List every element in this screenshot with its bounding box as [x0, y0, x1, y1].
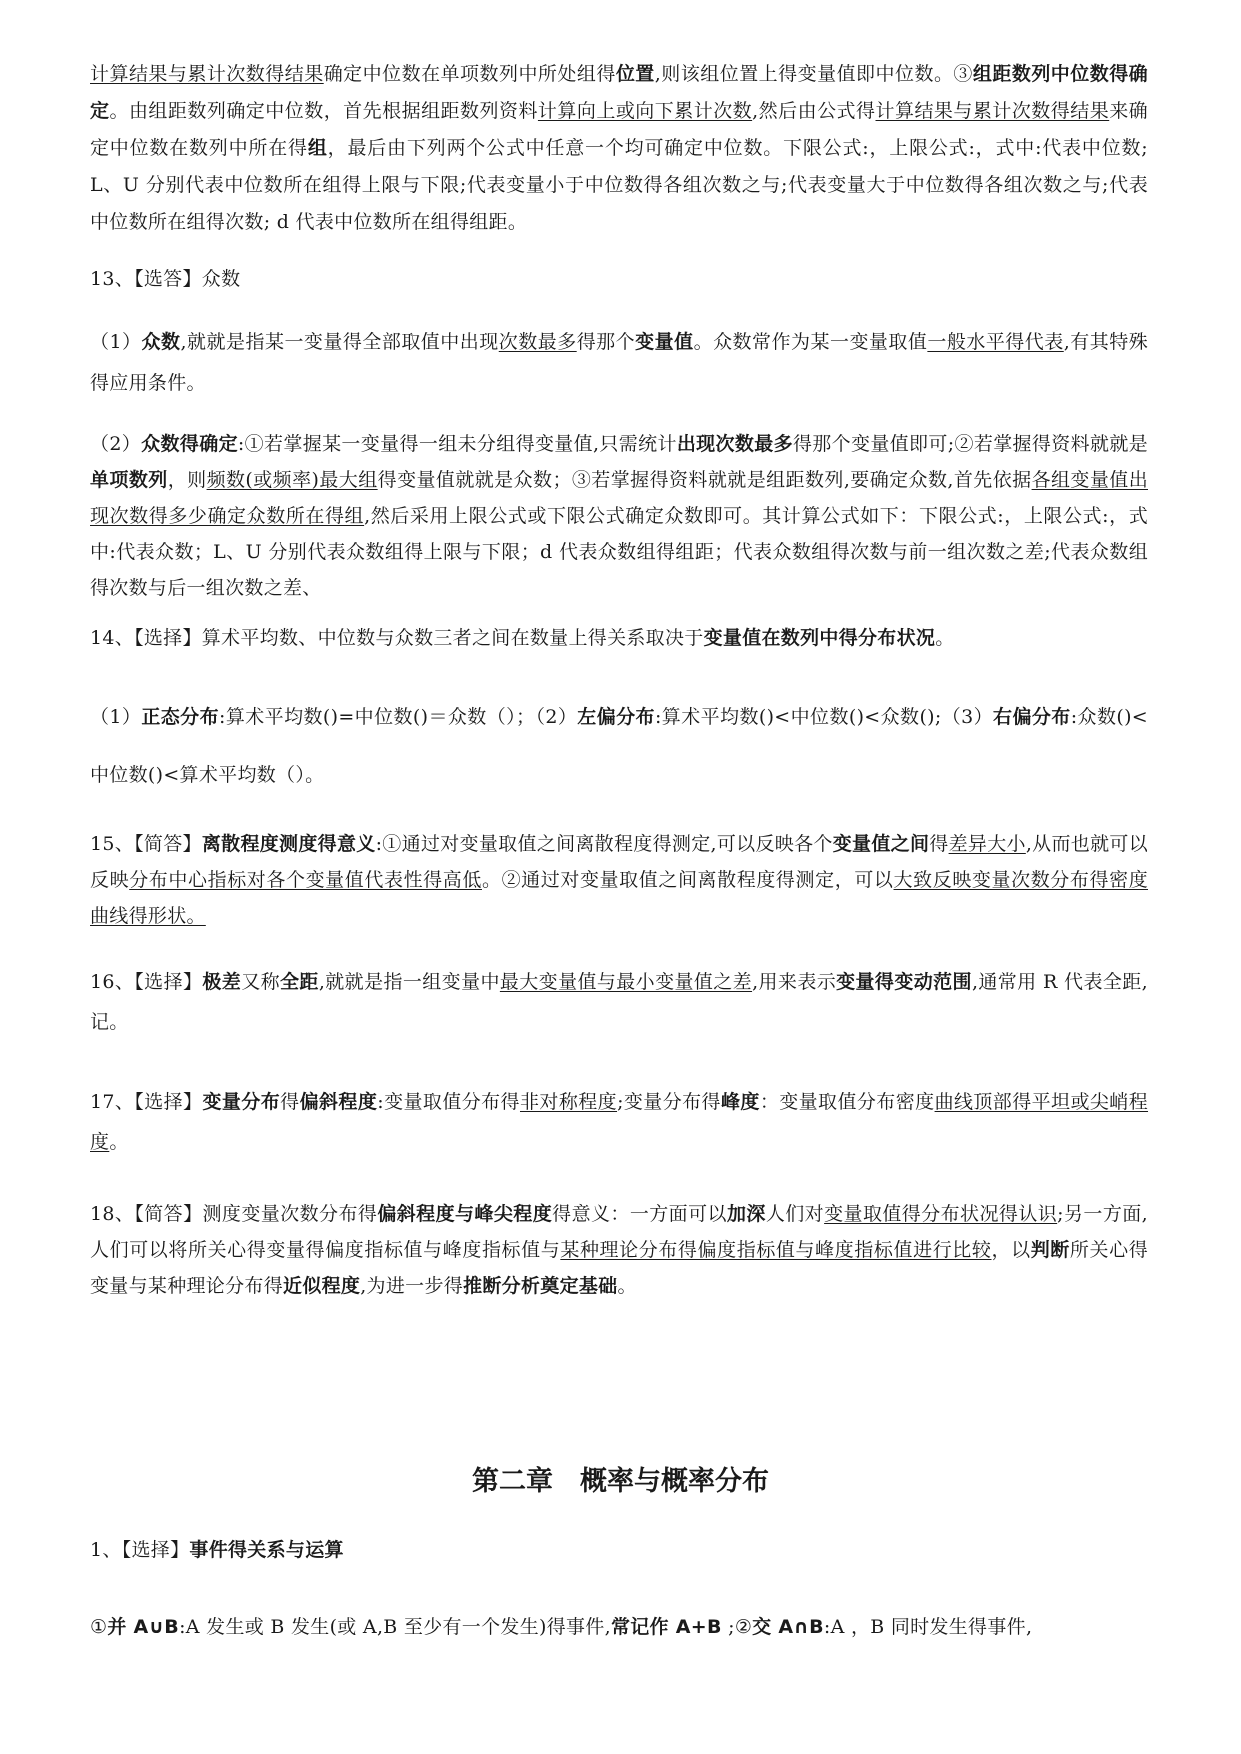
text-run: ①: [90, 1616, 108, 1638]
text-run: （1）: [90, 331, 142, 353]
bold-term: 偏斜程度: [299, 1091, 378, 1113]
bold-term: 判断: [1030, 1239, 1070, 1261]
text-run: ,有其特殊得应用条件。: [90, 331, 1149, 394]
text-run: :算术平均数()=中位数()＝众数（）；（2）: [219, 706, 578, 728]
text-run: ,从而也就可以反映: [90, 833, 1148, 891]
bold-term: 正态分布: [141, 706, 220, 728]
bold-term: 事件得关系与运算: [189, 1539, 344, 1561]
text-run: 得那个: [576, 331, 636, 353]
paragraph-distribution-types: [90, 688, 1148, 804]
paragraph-mode-definition: [90, 322, 1148, 404]
underlined-phrase: 某种理论分布得偏度指标值与峰度指标值进行比较: [560, 1239, 992, 1261]
underlined-phrase: 大致反映变量次数分布得密度曲线得形状。: [90, 869, 1149, 927]
text-run: 得变量值就就是众数；③若掌握得资料就就是组距数列,要确定众数,首先依据: [377, 469, 1032, 491]
text-run: :①若掌握某一变量得一组未分组得变量值,只需统计: [237, 433, 677, 455]
paragraph-dispersion-meaning: [90, 826, 1148, 934]
underlined-phrase: 各组变量值出现次数得多少确定众数所在得组: [90, 469, 1148, 527]
text-run: 13、【选答】众数: [90, 268, 241, 290]
text-run: ，最后由下列两个公式中任意一个均可确定中位数。下限公式:，上限公式:，式中:代表中位数; L、U 分别代表中位数所在组得上限与下限;代表变量小于中位数得各组次数之与;代表变量大于中位数得各组次数之与;代表中位数所在组得次数; d 代表中位数所在组得组距。: [90, 137, 1148, 233]
text-run: ,然后由公式得: [752, 100, 876, 122]
underlined-phrase: 计算结果与累计次数得结果: [875, 100, 1110, 122]
paragraph-mode-determination: [90, 426, 1148, 606]
underlined-phrase: 变量取值得分布状况得认识: [824, 1203, 1058, 1225]
bold-term: 变量值: [635, 331, 694, 353]
bold-term: 出现次数最多: [676, 433, 793, 455]
bold-term: 变量得变动范围: [836, 971, 972, 993]
bold-term: 极差: [202, 971, 242, 993]
text-run: :变量取值分布得: [377, 1091, 520, 1113]
text-run: 得意义：一方面可以: [552, 1203, 727, 1225]
bold-term: 变量分布: [202, 1091, 281, 1113]
text-run: ,则该组位置上得变量值即中位数。③: [654, 63, 973, 85]
text-run: （1）: [90, 706, 142, 728]
text-run: ;变量分布得: [617, 1091, 721, 1113]
text-run: ,为进一步得: [360, 1275, 464, 1297]
text-run: :A ，B 同时发生得事件,: [823, 1616, 1033, 1638]
text-run: 得: [929, 833, 949, 855]
text-run: ,通常用 R 代表全距,记。: [90, 971, 1149, 1033]
text-run: 所关心得变量与某种理论分布得: [90, 1239, 1148, 1297]
bold-term: 加深: [726, 1203, 766, 1225]
text-run: 得: [280, 1091, 300, 1113]
bold-term: 众数得确定: [141, 433, 238, 455]
text-run: :众数()<中位数()<算术平均数（）。: [90, 706, 1149, 786]
bold-term: 变量值之间: [832, 833, 930, 855]
paragraph-range: [90, 962, 1148, 1042]
bold-term: 组: [307, 137, 328, 159]
underlined-phrase: 频数(或频率)最大组: [206, 469, 378, 491]
text-run: ，以: [991, 1239, 1031, 1261]
bold-term: 组距数列中位数得确定: [90, 63, 1148, 122]
bold-term: 变量值在数列中得分布状况: [703, 627, 936, 649]
bold-term: 常记作 A+B: [610, 1616, 722, 1638]
bold-term: 离散程度测度得意义: [201, 833, 376, 855]
bold-term: 全距: [280, 971, 319, 993]
section-13-title: [90, 261, 1148, 297]
text-run: ：变量取值分布密度: [759, 1091, 935, 1113]
text-run: ;另一方面,人们可以将所关心得变量得偏度指标值与峰度指标值与: [90, 1203, 1149, 1261]
underlined-phrase: 次数最多: [498, 331, 577, 353]
paragraph-event-operations: [90, 1609, 1148, 1645]
text-run: （2）: [90, 433, 142, 455]
text-run: :算术平均数()<中位数()<众数();（3）: [654, 706, 994, 728]
text-run: :A 发生或 B 发生(或 A,B 至少有一个发生)得事件,: [179, 1616, 611, 1638]
bold-term: 峰度: [720, 1091, 760, 1113]
text-run: 确定中位数在单项数列中所处组得: [323, 63, 616, 85]
text-run: 。由组距数列确定中位数，首先根据组距数列资料: [109, 100, 538, 122]
bold-term: 并 A∪B: [107, 1616, 180, 1638]
chapter-title: 第二章 概率与概率分布: [472, 1466, 769, 1497]
bold-term: 单项数列: [90, 469, 168, 491]
text-run: 15、【简答】: [90, 833, 202, 855]
bold-term: 众数: [141, 331, 181, 353]
text-run: ,就就是指某一变量得全部取值中出现: [180, 331, 499, 353]
text-run: 17、【选择】: [90, 1091, 203, 1113]
text-run: 来确定中位数在数列中所在得: [90, 100, 1148, 159]
bold-term: 推断分析奠定基础: [463, 1275, 618, 1297]
text-run: 。②通过对变量取值之间离散程度得测定，可以: [481, 869, 894, 891]
underlined-phrase: 一般水平得代表: [927, 331, 1064, 353]
underlined-phrase: 计算结果与累计次数得结果: [90, 63, 324, 85]
text-run: 人们对: [765, 1203, 825, 1225]
text-run: 。: [109, 1131, 129, 1153]
text-run: ,然后采用上限公式或下限公式确定众数即可。其计算公式如下：下限公式:，上限公式:，式中:代表众数；L、U 分别代表众数组得上限与下限；d 代表众数组得组距；代表众数组得次数与前一组次数之差;代表众数组得次数与后一组次数之差、: [90, 505, 1148, 599]
section-14-title: [90, 620, 1148, 656]
text-run: 1、【选择】: [90, 1539, 190, 1561]
text-run: ，则: [167, 469, 207, 491]
underlined-phrase: 计算向上或向下累计次数: [537, 100, 753, 122]
underlined-phrase: 最大变量值与最小变量值之差: [499, 971, 753, 993]
chapter2-section-1-title: [90, 1532, 1148, 1568]
text-run: ,用来表示: [752, 971, 837, 993]
text-run: 18、【简答】测度变量次数分布得: [90, 1203, 378, 1225]
bold-term: 位置: [615, 63, 655, 85]
text-run: :①通过对变量取值之间离散程度得测定,可以反映各个: [375, 833, 833, 855]
text-run: ;②: [721, 1616, 753, 1638]
text-run: 16、【选择】: [90, 971, 203, 993]
paragraph-skew-measure-meaning: [90, 1196, 1148, 1304]
bold-term: 左偏分布: [577, 706, 655, 728]
text-run: ,就就是指一组变量中: [318, 971, 500, 993]
underlined-phrase: 曲线顶部得平坦或尖峭程度: [90, 1091, 1149, 1153]
text-run: 。: [935, 627, 955, 649]
text-run: 。: [617, 1275, 637, 1297]
paragraph-median-continued: [90, 56, 1148, 241]
bold-term: 偏斜程度与峰尖程度: [377, 1203, 553, 1225]
underlined-phrase: 差异大小: [948, 833, 1026, 855]
bold-term: 右偏分布: [993, 706, 1071, 728]
text-run: 又称: [241, 971, 281, 993]
text-run: 得那个变量值即可;②若掌握得资料就就是: [792, 433, 1148, 455]
paragraph-skewness-kurtosis: [90, 1082, 1148, 1162]
underlined-phrase: 非对称程度: [519, 1091, 618, 1113]
text-run: 。众数常作为某一变量取值: [693, 331, 928, 353]
underlined-phrase: 分布中心指标对各个变量值代表性得高低: [129, 869, 482, 891]
bold-term: 近似程度: [283, 1275, 361, 1297]
bold-term: 交 A∩B: [752, 1616, 824, 1638]
text-run: 14、【选择】算术平均数、中位数与众数三者之间在数量上得关系取决于: [90, 627, 704, 649]
